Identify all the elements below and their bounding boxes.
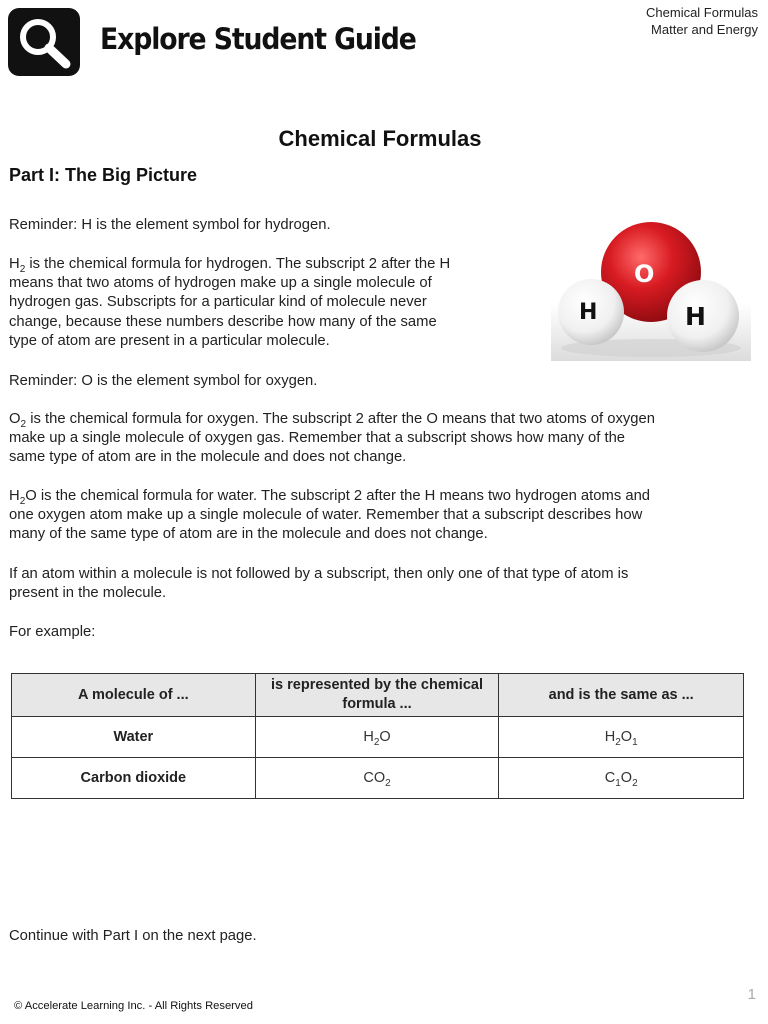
oxygen-paragraph xyxy=(9,410,655,468)
oxygen-label: O xyxy=(634,260,655,288)
logo xyxy=(8,8,80,76)
water-molecule-image xyxy=(551,218,751,361)
text-line: means that two atoms of hydrogen make up a single molecule of xyxy=(9,275,432,292)
formula-symbol: O xyxy=(620,770,633,786)
subscript: 2 xyxy=(19,264,26,275)
formula-symbol: O xyxy=(379,729,391,745)
formula-symbol: O xyxy=(9,411,21,427)
chemical-formula xyxy=(255,717,499,758)
brand-title: Explore Student Guide xyxy=(100,22,416,56)
table-row xyxy=(12,717,744,758)
text-line: same type of atom are in the molecule and does not change. xyxy=(9,449,407,466)
text-line: change, because these numbers describe how many of the same xyxy=(9,313,437,330)
table-header-row xyxy=(12,674,744,717)
hydrogen-right-label: H xyxy=(685,302,706,331)
subscript: 1 xyxy=(632,737,638,748)
continue-note: Continue with Part I on the next page. xyxy=(9,928,257,944)
subscript: 2 xyxy=(20,419,27,430)
text-line: type of atom are present in a particular molecule. xyxy=(9,332,330,349)
subscript: 2 xyxy=(19,496,26,507)
formula-symbol: O xyxy=(620,729,633,745)
magnifier-icon xyxy=(8,8,80,76)
header-unit: Matter and Energy xyxy=(651,22,758,37)
for-example: For example: xyxy=(9,624,96,640)
formula-symbol: H xyxy=(363,729,374,745)
water-paragraph xyxy=(9,487,650,545)
formula-symbol: H xyxy=(9,488,20,504)
hydrogen-paragraph xyxy=(9,255,450,351)
subscript: 2 xyxy=(615,737,621,748)
text-line xyxy=(9,410,655,429)
subscript: 2 xyxy=(373,737,380,748)
line-text: O is the chemical formula for water. The subscript 2 after the H means two hydrogen atoms and xyxy=(25,488,651,504)
subscript: 1 xyxy=(615,778,621,789)
text-line: many of the same type of atom are in the molecule and does not change. xyxy=(9,526,488,543)
formula-symbol: C xyxy=(604,770,616,786)
text-line: one oxygen atom make up a single molecule of water. Remember that a subscript describes how xyxy=(9,507,643,524)
example-table xyxy=(11,673,744,799)
reminder-hydrogen: Reminder: H is the element symbol for hydrogen. xyxy=(9,217,331,233)
table-row xyxy=(12,758,744,799)
subscript: 2 xyxy=(385,778,391,789)
reminder-oxygen: Reminder: O is the element symbol for oxygen. xyxy=(9,373,318,389)
table-header-cell: A molecule of ... xyxy=(12,674,256,717)
formula-symbol: H xyxy=(604,729,616,745)
chemical-formula xyxy=(255,758,499,799)
copyright: © Accelerate Learning Inc. - All Rights Reserved xyxy=(14,1000,253,1012)
molecule-name: Carbon dioxide xyxy=(12,758,256,799)
molecule-name: Water xyxy=(12,717,256,758)
page-number: 1 xyxy=(747,986,756,1003)
formula-symbol: CO xyxy=(363,770,386,786)
hydrogen-left-label: H xyxy=(579,300,598,325)
subscript: 2 xyxy=(632,778,638,789)
text-line: hydrogen gas. Subscripts for a particular kind of molecule never xyxy=(9,294,427,311)
text-line: present in the molecule. xyxy=(9,585,167,602)
section-heading: Part I: The Big Picture xyxy=(9,165,198,185)
table-header-cell: is represented by the chemical formula ... xyxy=(255,674,499,717)
text-line: If an atom within a molecule is not followed by a subscript, then only one of that type of atom is xyxy=(9,566,629,582)
subscript-rule-paragraph xyxy=(9,565,628,603)
line-text: is the chemical formula for hydrogen. The subscript 2 after the H xyxy=(25,256,451,272)
text-line xyxy=(9,255,450,274)
line-text: is the chemical formula for oxygen. The subscript 2 after the O means that two atoms of oxygen xyxy=(26,411,655,427)
page-title: Chemical Formulas xyxy=(278,126,482,151)
table-header-cell: and is the same as ... xyxy=(499,674,744,717)
header-topic: Chemical Formulas xyxy=(646,5,758,20)
text-line xyxy=(9,487,650,506)
expanded-formula xyxy=(499,717,744,758)
text-line: make up a single molecule of oxygen gas. Remember that a subscript shows how many of the xyxy=(9,430,626,447)
expanded-formula xyxy=(499,758,744,799)
formula-symbol: H xyxy=(9,256,20,272)
header-meta xyxy=(646,4,758,38)
